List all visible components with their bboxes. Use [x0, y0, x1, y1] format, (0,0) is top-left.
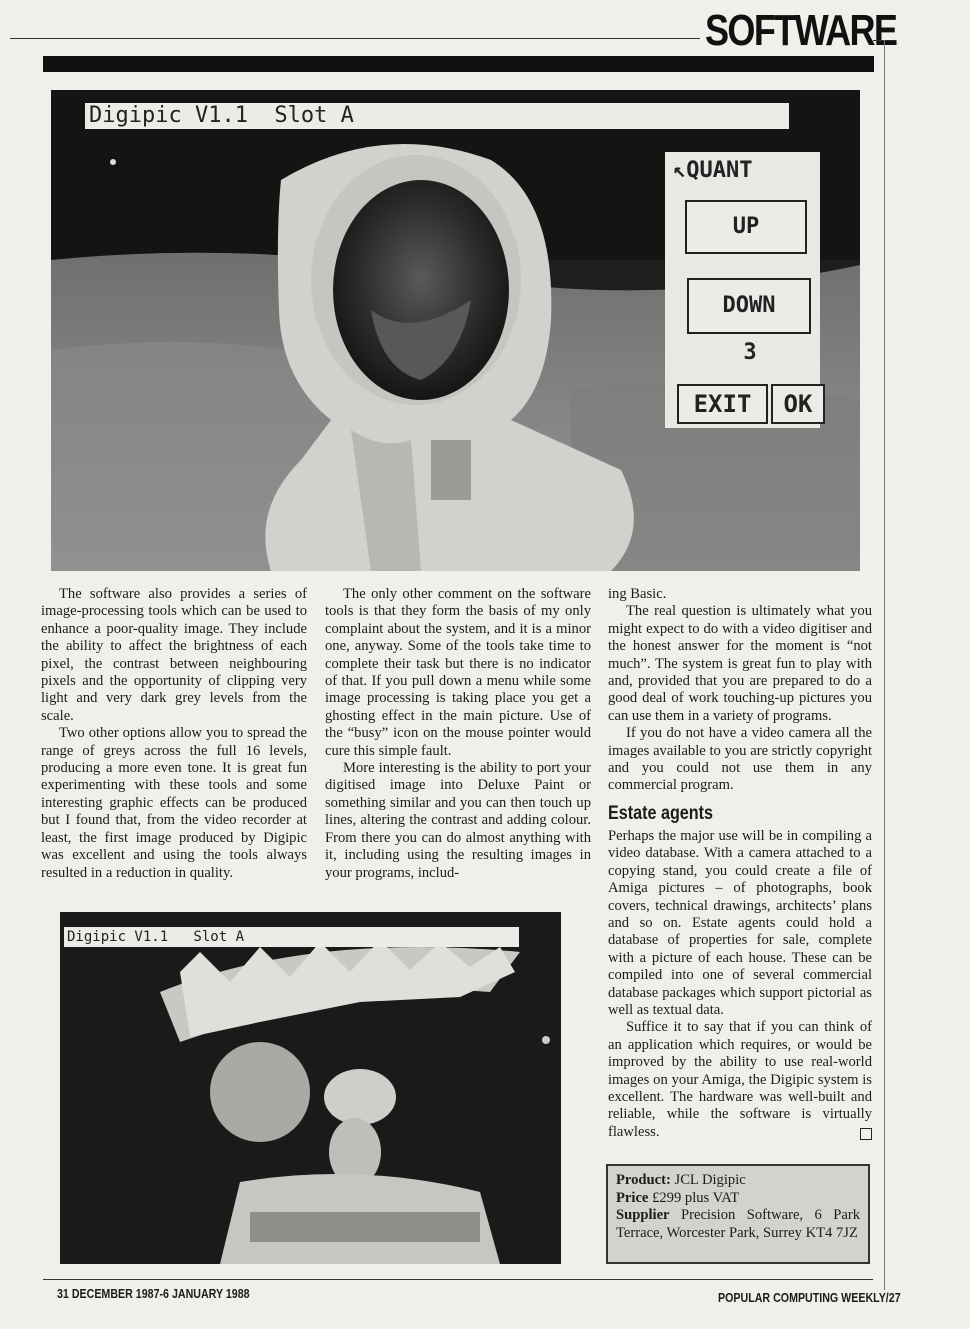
screenshot-cartoon — [60, 912, 561, 1264]
article-column-3 — [608, 586, 872, 1141]
paragraph: Perhaps the major use will be in compiling a video database. With a camera attached to a copying stand, you could create a file of Amiga pictures – of photographs, book covers, technical drawings, architects’ plans and so on. Estate agents could hold a database of properties for sale, complete with a picture of each house. These can be compiled into one of several commercial database packages which support pictorial as well as textual data. — [608, 827, 872, 1018]
down-button[interactable]: DOWN — [687, 278, 811, 334]
product-info-box — [606, 1164, 870, 1264]
paragraph: If you do not have a video camera all the images available to you are strictly copyright and you could not use them in any commercial program. — [608, 725, 872, 794]
price-value: £299 plus VAT — [652, 1189, 740, 1206]
quant-dialog-title: ↖QUANT — [673, 158, 753, 183]
exit-button[interactable]: EXIT — [677, 384, 768, 424]
supplier-value: Precision Software, 6 Park Terrace, Worcester Park, Surrey KT4 7JZ — [616, 1207, 860, 1241]
article-column-1 — [41, 586, 307, 882]
issue-date: 31 DECEMBER 1987-6 JANUARY 1988 — [57, 1286, 250, 1301]
digipic-title-bar: Digipic V1.1 Slot A — [85, 103, 789, 129]
digipic-title-bar: Digipic V1.1 Slot A — [64, 927, 519, 947]
paragraph: The software also provides a series of image-processing tools which can be used to enhance a poor-quality image. They include the ability to affect the brightness of each pixel, the contrast between neighbouring pixels and the opportunity of clipping very light and very dark grey levels from the scale. — [41, 586, 307, 724]
quant-dialog — [665, 152, 820, 428]
price-label: Price — [616, 1189, 649, 1206]
article-column-2 — [325, 586, 591, 882]
ok-button[interactable]: OK — [771, 384, 825, 424]
paragraph: More interesting is the ability to port your digitised image into Deluxe Paint or something similar and you can then touch up lines, altering the contrast and adding colour. From there you can do almost anything with it, including using the resulting images in your programs, includ- — [325, 760, 591, 881]
price-line — [616, 1190, 860, 1208]
subheading: Estate agents — [608, 802, 714, 824]
product-line — [616, 1172, 860, 1190]
quant-value: 3 — [743, 340, 757, 365]
page-edge-rule — [884, 40, 885, 1290]
paragraph — [608, 1019, 872, 1141]
paragraph: The real question is ultimately what you might expect to do with a video digitiser and the honest answer for the moment is “not much”. The system is great fun to play with and, provided that you are prepared to do a good deal of work touching-up pictures you can use them in a variety of programs. — [608, 603, 872, 724]
screenshot-astronaut — [51, 90, 860, 571]
paragraph: The only other comment on the software tools is that they form the basis of my only complaint about the system, and it is a minor one, anyway. Some of the tools take time to complete their task but there is no indicator of that. If you pull down a menu while some image processing is taking place you get a ghosting effect in the main picture. Use of the “busy” icon on the mouse pointer would cure this simple fault. — [325, 586, 591, 759]
supplier-label: Supplier — [616, 1207, 670, 1224]
end-mark-icon — [860, 1128, 872, 1140]
section-heading: SOFTWARE — [705, 6, 897, 55]
supplier-line — [616, 1207, 860, 1242]
header-rule — [10, 38, 700, 39]
quant-title-text: QUANT — [686, 158, 753, 183]
paragraph: ing Basic. — [608, 586, 667, 602]
footer-rule — [43, 1279, 873, 1280]
product-label: Product: — [616, 1172, 671, 1188]
paragraph: Two other options allow you to spread the range of greys across the full 16 levels, producing a more even tone. It is great fun experimenting with these tools and some interesting graphic effects can be produced but I found that, from the video recorder at least, the first image produced by Digipic was excellent and using the tools always resulted in a reduction in quality. — [41, 725, 307, 881]
product-value: JCL Digipic — [674, 1172, 746, 1188]
paragraph-text: Suffice it to say that if you can think of an application which requires, or would be improved by the ability to use real-world images on your Amiga, the Digipic system is excellent. The hardware was well-built and reliable, while the software is virtually flawless. — [608, 1019, 872, 1140]
header-bar — [43, 56, 874, 72]
magazine-page-number: POPULAR COMPUTING WEEKLY/27 — [718, 1290, 901, 1305]
up-button[interactable]: UP — [685, 200, 807, 254]
cartoon-image — [60, 912, 561, 1264]
